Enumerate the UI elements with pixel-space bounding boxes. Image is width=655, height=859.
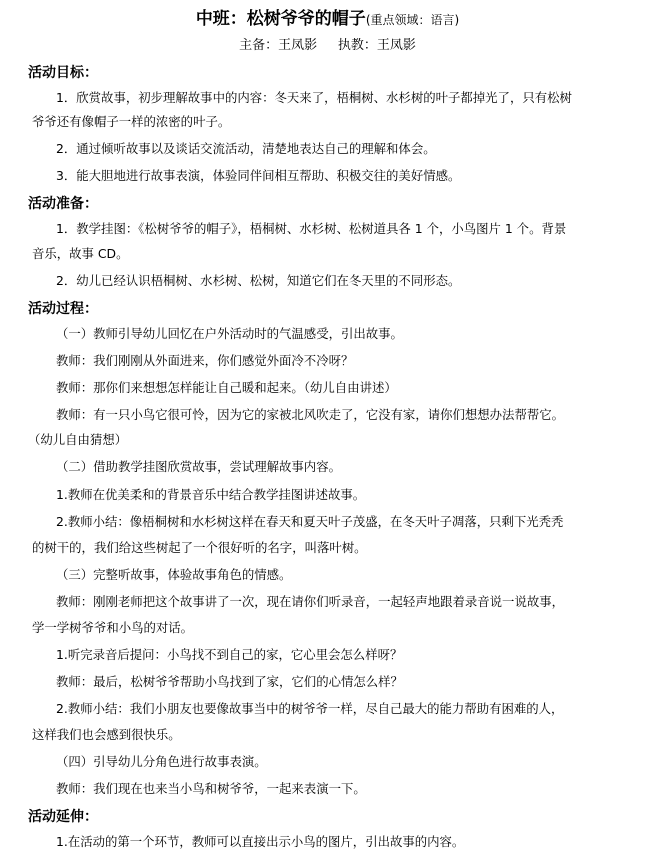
process-line-14: 教师：我们现在也来当小鸟和树爷爷，一起来表演一下。	[56, 781, 366, 796]
heading-goals: 活动目标：	[28, 65, 98, 81]
prep-line-1-cont: 音乐，故事 CD。	[32, 246, 129, 261]
process-line-7: 2.教师小结：像梧桐树和水杉树这样在春天和夏天叶子茂盛，在冬天叶子凋落，只剩下光秃秃	[56, 514, 564, 529]
heading-prep: 活动准备：	[28, 196, 98, 212]
process-line-3: 教师：那你们来想想怎样能让自己暖和起来。（幼儿自由讲述）	[56, 380, 397, 395]
process-line-8: （三）完整听故事，体验故事角色的情感。	[56, 567, 292, 582]
title-main: 中班：松树爷爷的帽子	[195, 9, 366, 29]
process-line-5: （二）借助教学挂图欣赏故事，尝试理解故事内容。	[56, 459, 341, 474]
goals-line-1-cont: 爷爷还有像帽子一样的浓密的叶子。	[32, 114, 231, 129]
page-title	[0, 4, 655, 29]
process-line-12-cont: 这样我们也会感到很快乐。	[32, 727, 181, 742]
process-line-6: 1.教师在优美柔和的背景音乐中结合教学挂图讲述故事。	[56, 487, 366, 502]
process-line-2: 教师：我们刚刚从外面进来，你们感觉外面冷不冷呀？	[56, 353, 354, 368]
goals-line-2: 2．通过倾听故事以及谈话交流活动，清楚地表达自己的理解和体会。	[56, 141, 436, 156]
author-line: 主备：王凤影 执教：王凤影	[239, 38, 416, 53]
title-domain-note: (重点领域：语言)	[365, 13, 460, 27]
process-line-4: 教师：有一只小鸟它很可怜，因为它的家被北风吹走了，它没有家，请你们想想办法帮帮它。	[56, 407, 565, 422]
process-line-4-cont: （幼儿自由猜想）	[28, 432, 128, 447]
process-line-7-cont: 的树干的，我们给这些树起了一个很好听的名字，叫落叶树。	[32, 540, 367, 555]
process-line-9: 教师：刚刚老师把这个故事讲了一次，现在请你们听录音，一起轻声地跟着录音说一说故事，	[56, 594, 565, 609]
process-line-9-cont: 学一学树爷爷和小鸟的对话。	[32, 620, 194, 635]
process-line-1: （一）教师引导幼儿回忆在户外活动时的气温感受，引出故事。	[56, 326, 403, 341]
extension-line-1: 1.在活动的第一个环节，教师可以直接出示小鸟的图片，引出故事的内容。	[56, 834, 465, 849]
process-line-12: 2.教师小结：我们小朋友也要像故事当中的树爷爷一样，尽自己最大的能力帮助有困难的人，	[56, 701, 564, 716]
prep-line-2: 2．幼儿已经认识梧桐树、水杉树、松树，知道它们在冬天里的不同形态。	[56, 273, 461, 288]
process-line-13: （四）引导幼儿分角色进行故事表演。	[56, 754, 267, 769]
process-line-11: 教师：最后，松树爷爷帮助小鸟找到了家，它们的心情怎么样？	[56, 674, 403, 689]
heading-process: 活动过程：	[28, 301, 98, 317]
process-line-10: 1.听完录音后提问：小鸟找不到自己的家，它心里会怎么样呀？	[56, 647, 403, 662]
prep-line-1: 1．教学挂图：《松树爷爷的帽子》，梧桐树、水杉树、松树道具各 1 个，小鸟图片 1 个。背景	[56, 221, 567, 236]
goals-line-1: 1．欣赏故事，初步理解故事中的内容：冬天来了，梧桐树、水杉树的叶子都掉光了，只有松树	[56, 90, 572, 105]
goals-line-3: 3．能大胆地进行故事表演，体验同伴间相互帮助、积极交往的美好情感。	[56, 168, 461, 183]
heading-extension: 活动延伸：	[28, 809, 98, 825]
